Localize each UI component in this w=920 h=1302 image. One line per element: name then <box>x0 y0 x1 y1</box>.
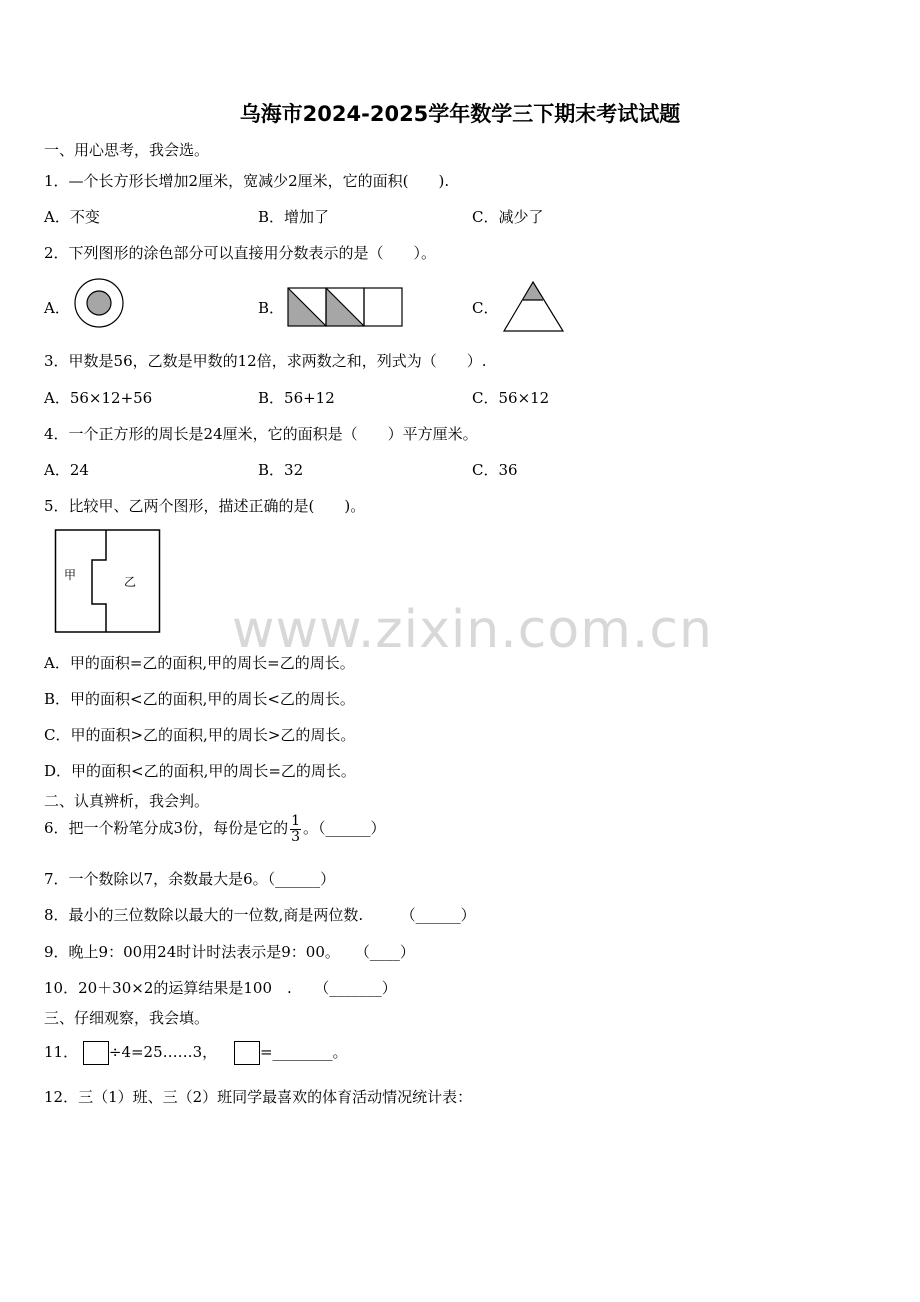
q5-option-d: D．甲的面积<乙的面积,甲的周长=乙的周长。 <box>44 762 356 780</box>
question-7: 7．一个数除以7，余数最大是6。（______） <box>44 870 336 888</box>
question-2: 2．下列图形的涂色部分可以直接用分数表示的是（ ）。 <box>44 244 437 262</box>
q3-option-a: A．56×12+56 <box>44 389 153 407</box>
q11-middle-text: ÷4=25……3， <box>108 1043 218 1061</box>
question-6 <box>44 814 386 844</box>
q1-option-c: C．减少了 <box>472 208 544 226</box>
q2-figure-c-triangle <box>502 280 566 334</box>
question-3: 3．甲数是56，乙数是甲数的12倍，求两数之和，列式为（ ）. <box>44 352 487 370</box>
question-9: 9．晚上9：00用24时计时法表示是9：00。 （____） <box>44 943 415 961</box>
q11-label: 11． <box>44 1043 79 1061</box>
q11-end-text: =________。 <box>259 1043 348 1061</box>
q2-option-a: A． <box>44 299 70 317</box>
q6-fraction-denominator: 3 <box>291 828 301 845</box>
q6-text-before: 6．把一个粉笔分成3份，每份是它的 <box>44 819 289 838</box>
question-10: 10．20＋30×2的运算结果是100 . （_______） <box>44 979 397 997</box>
q2-figure-a-circle <box>72 278 128 330</box>
q5-option-b: B．甲的面积<乙的面积,甲的周长<乙的周长。 <box>44 690 355 708</box>
question-4: 4．一个正方形的周长是24厘米，它的面积是（ ）平方厘米。 <box>44 425 478 443</box>
q4-option-a: A．24 <box>44 461 89 479</box>
q11-blank-box-1 <box>83 1041 109 1065</box>
question-1: 1．—个长方形长增加2厘米，宽减少2厘米，它的面积( ). <box>44 172 450 190</box>
q3-option-c: C．56×12 <box>472 389 550 407</box>
q5-option-c: C．甲的面积>乙的面积,甲的周长>乙的周长。 <box>44 726 356 744</box>
q2-option-c: C． <box>472 299 499 317</box>
q1-option-b: B．增加了 <box>258 208 330 226</box>
question-11 <box>44 1041 348 1065</box>
q4-option-b: B．32 <box>258 461 304 479</box>
q5-label-yi: 乙 <box>124 575 137 589</box>
q5-option-a: A．甲的面积=乙的面积,甲的周长=乙的周长。 <box>44 654 355 672</box>
q5-figure-jia-yi <box>54 528 164 636</box>
q5-label-jia: 甲 <box>64 568 77 582</box>
section-1-heading: 一、用心思考，我会选。 <box>44 141 210 159</box>
q2-figure-b-squares <box>286 286 408 328</box>
q2-option-b: B． <box>258 299 285 317</box>
page-title: 乌海市2024-2025学年数学三下期末考试试题 <box>239 102 681 126</box>
section-3-heading: 三、仔细观察，我会填。 <box>44 1009 210 1027</box>
q6-fraction-numerator: 1 <box>291 813 301 829</box>
q1-option-a: A．不变 <box>44 208 100 226</box>
watermark: www.zixin.com.cn <box>232 600 713 660</box>
q11-blank-box-2 <box>234 1041 260 1065</box>
question-8: 8．最小的三位数除以最大的一位数,商是两位数. （______） <box>44 906 476 924</box>
q6-text-after: 。（______） <box>303 819 386 838</box>
section-2-heading: 二、认真辨析，我会判。 <box>44 792 210 810</box>
q3-option-b: B．56+12 <box>258 389 335 407</box>
q4-option-c: C．36 <box>472 461 518 479</box>
q6-fraction <box>290 814 301 844</box>
question-12: 12．三（1）班、三（2）班同学最喜欢的体育活动情况统计表： <box>44 1088 473 1106</box>
question-5: 5．比较甲、乙两个图形，描述正确的是( )。 <box>44 497 366 515</box>
